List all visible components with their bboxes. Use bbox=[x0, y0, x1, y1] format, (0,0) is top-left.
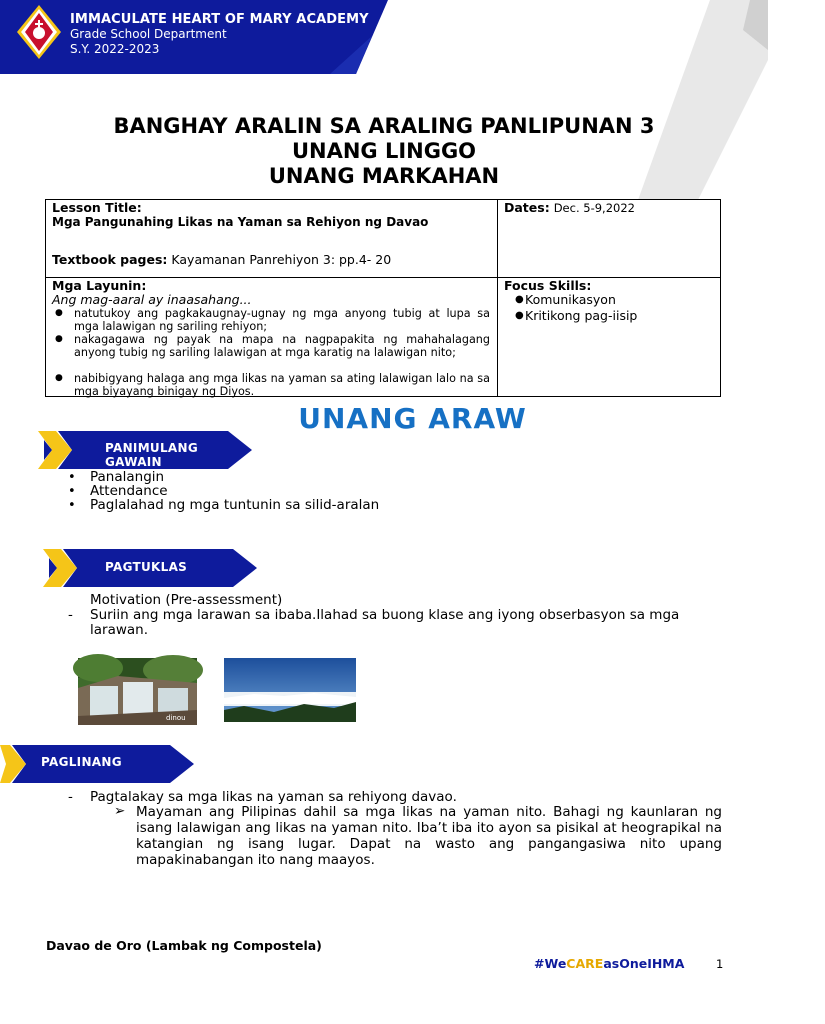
dash-marker: - bbox=[68, 607, 73, 623]
lesson-title-label: Lesson Title: bbox=[52, 200, 142, 215]
page-title: BANGHAY ARALIN SA ARALING PANLIPUNAN 3 bbox=[113, 114, 655, 138]
day-title: UNANG ARAW bbox=[298, 402, 527, 435]
banner-label: PANIMULANG GAWAIN bbox=[105, 441, 198, 469]
objectives-intro: Ang mag-aaral ay inaasahang... bbox=[52, 292, 252, 307]
lesson-table bbox=[45, 199, 721, 397]
page-subtitle-quarter: UNANG MARKAHAN bbox=[268, 164, 500, 188]
table-divider-horizontal bbox=[46, 277, 720, 278]
paragraph-text: Mayaman ang Pilipinas dahil sa mga likas na yaman nito. Bahagi ng kaunlaran ng isang lalawigan ang likas na yaman nito. Iba’t iba ito ayon sa pisikal at heograpikal na katangian ng isang lugar. Dapat na wasto ang pangangasiwa nito upang mapakinabangan ito nang maayos. bbox=[136, 804, 722, 868]
department-name: Grade School Department bbox=[70, 27, 227, 41]
bullet-icon: ● bbox=[55, 373, 63, 383]
bullet-icon: • bbox=[68, 498, 76, 513]
objectives-label: Mga Layunin: bbox=[52, 278, 147, 293]
hashtag-part: CARE bbox=[566, 956, 604, 971]
hashtag-part: asOneIHMA bbox=[603, 956, 685, 971]
focus-skills-label: Focus Skills: bbox=[504, 278, 592, 293]
table-divider-vertical bbox=[497, 200, 498, 396]
list-item: Paglalahad ng mga tuntunin sa silid-aralan bbox=[90, 497, 380, 513]
focus-skill-item: Komunikasyon bbox=[525, 292, 616, 307]
textbook-value: Kayamanan Panrehiyon 3: pp.4- 20 bbox=[171, 252, 392, 267]
textbook-label: Textbook pages: bbox=[52, 252, 168, 267]
discussion-text: Pagtalakay sa mga likas na yaman sa rehiyong davao. bbox=[90, 789, 457, 805]
arrow-bullet-icon: ➢ bbox=[114, 803, 126, 819]
bullet-icon: ● bbox=[55, 308, 63, 318]
objective-item: nakagagawa ng payak na mapa na nagpapakita ng mahahalagang anyong tubig ng sariling lalawigan at mga karatig na lalawigan nito; bbox=[74, 333, 490, 359]
school-year: S.Y. 2022-2023 bbox=[70, 42, 160, 56]
school-seal-icon bbox=[16, 4, 62, 60]
bullet-icon: • bbox=[68, 484, 76, 499]
school-name: IMMACULATE HEART OF MARY ACADEMY bbox=[70, 12, 369, 27]
dates-value: Dec. 5-9,2022 bbox=[553, 201, 635, 215]
bullet-icon: • bbox=[68, 470, 76, 485]
objective-item: natutukoy ang pagkakaugnay-ugnay ng mga anyong tubig at lupa sa mga lalawigan ng sariling rehiyon; bbox=[74, 307, 490, 333]
banner-label: PAGTUKLAS bbox=[105, 560, 188, 574]
dates bbox=[504, 200, 635, 216]
instruction-text: Suriin ang mga larawan sa ibaba.Ilahad sa buong klase ang iyong obserbasyon sa mga larawan. bbox=[90, 607, 680, 638]
motivation-text: Motivation (Pre-assessment) bbox=[90, 592, 283, 608]
sea-of-clouds-photo bbox=[224, 658, 356, 722]
section-banner-panimulang bbox=[38, 431, 254, 469]
lesson-title-value: Mga Pangunahing Likas na Yaman sa Rehiyon ng Davao bbox=[52, 215, 429, 229]
list-item: Panalangin bbox=[90, 469, 165, 485]
section-banner-paglinang bbox=[0, 745, 196, 783]
dates-label: Dates: bbox=[504, 200, 550, 215]
page-number: 1 bbox=[716, 957, 724, 971]
objective-item: nabibigyang halaga ang mga likas na yaman sa ating lalawigan lalo na sa mga biyayang binigay ng Diyos. bbox=[74, 372, 490, 398]
dash-marker: - bbox=[68, 789, 73, 805]
section-banner-pagtuklas bbox=[43, 549, 259, 587]
focus-skill-item: Kritikong pag-iisip bbox=[525, 308, 638, 323]
page-subtitle-week: UNANG LINGGO bbox=[291, 139, 477, 163]
bullet-icon: ● bbox=[515, 310, 524, 321]
photo-watermark: dinou bbox=[166, 714, 186, 722]
waterfall-photo bbox=[78, 658, 197, 725]
header-text bbox=[70, 12, 369, 57]
footer-hashtag bbox=[534, 956, 684, 971]
hashtag-part: #We bbox=[534, 956, 567, 971]
banner-label: PAGLINANG bbox=[41, 755, 122, 769]
list-item: Attendance bbox=[90, 483, 168, 499]
bullet-icon: ● bbox=[515, 294, 524, 305]
textbook-pages bbox=[52, 252, 391, 267]
bullet-icon: ● bbox=[55, 334, 63, 344]
footer-place: Davao de Oro (Lambak ng Compostela) bbox=[46, 938, 322, 953]
